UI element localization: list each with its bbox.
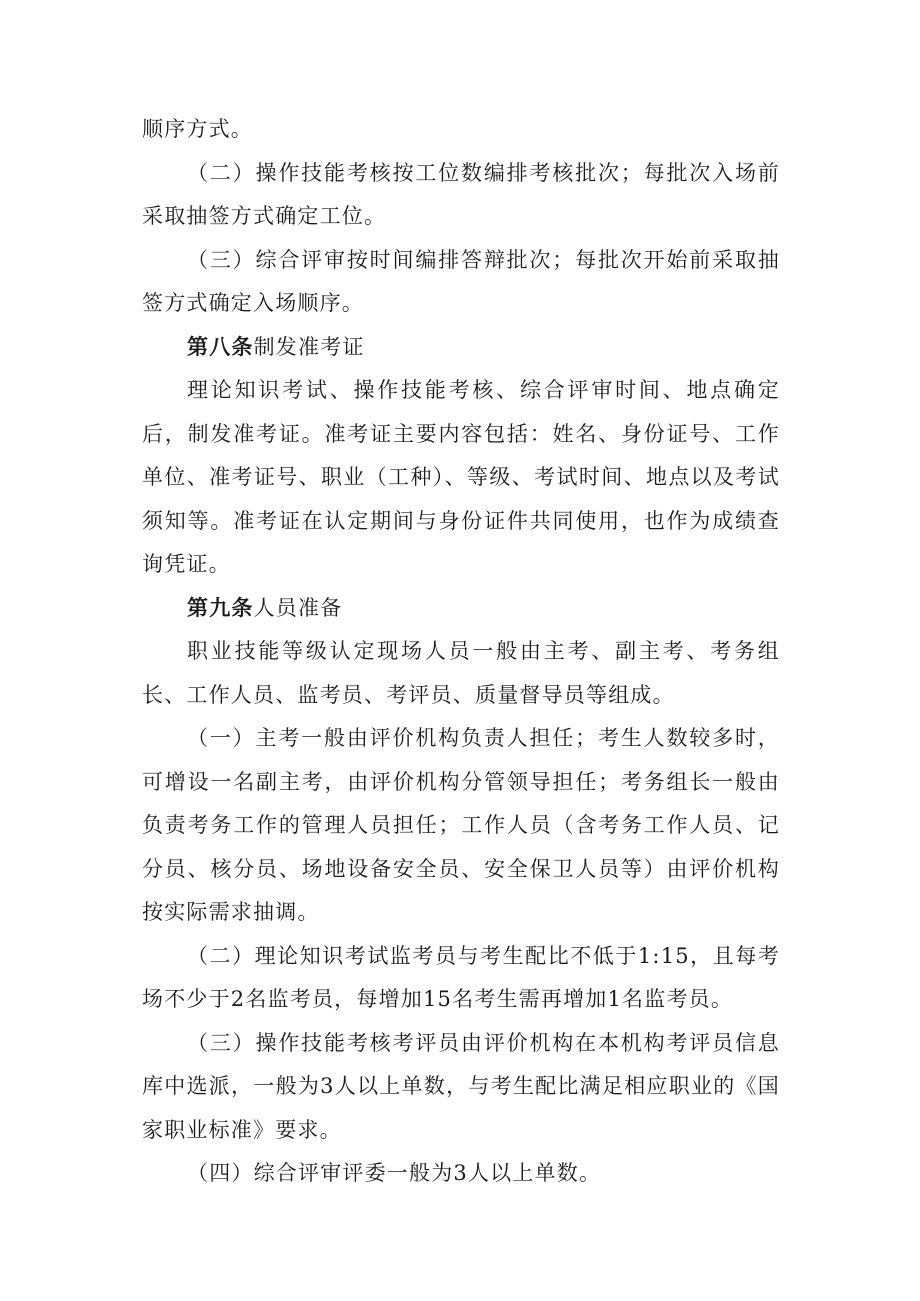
- paragraph-continuation: 顺序方式。: [142, 117, 253, 141]
- article-9-item-1: （一）主考一般由评价机构负责人担任；考生人数较多时，可增设一名副主考，由评价机构分管领导担任；考务组长一般由负责考务工作的管理人员担任；工作人员（含考务工作人员、记分员、核分员、场地设备安全员、安全保卫人员等）由评价机构按实际需求抽调。: [142, 726, 780, 924]
- article-9-number: 第九条: [187, 595, 254, 620]
- article-9-intro: 职业技能等级认定现场人员一般由主考、副主考、考务组长、工作人员、监考员、考评员、质量督导员等组成。: [142, 639, 780, 707]
- article-9-heading: [142, 587, 780, 631]
- article-9-item-3: （三）操作技能考核考评员由评价机构在本机构考评员信息库中选派，一般为3人以上单数，与考生配比满足相应职业的《国家职业标准》要求。: [142, 1030, 780, 1142]
- article-8-title: 制发准考证: [253, 334, 365, 359]
- paragraph-item-3: （三）综合评审按时间编排答辩批次；每批次开始前采取抽签方式确定入场顺序。: [142, 247, 780, 315]
- article-8-body: 理论知识考试、操作技能考核、综合评审时间、地点确定后，制发准考证。准考证主要内容包括：姓名、身份证号、工作单位、准考证号、职业（工种）、等级、考试时间、地点以及考试须知等。准考证在认定期间与身份证件共同使用，也作为成绩查询凭证。: [142, 378, 780, 576]
- article-9-item-2: （二）理论知识考试监考员与考生配比不低于1:15，且每考场不少于2名监考员，每增加15名考生需再增加1名监考员。: [142, 943, 780, 1011]
- paragraph-item-2: （二）操作技能考核按工位数编排考核批次；每批次入场前采取抽签方式确定工位。: [142, 160, 780, 228]
- article-8-heading: [142, 326, 780, 370]
- article-9-item-4: （四）综合评审评委一般为3人以上单数。: [187, 1161, 602, 1185]
- article-9-title: 人员准备: [253, 595, 343, 620]
- document-body: [142, 108, 780, 1196]
- article-8-number: 第八条: [187, 334, 254, 359]
